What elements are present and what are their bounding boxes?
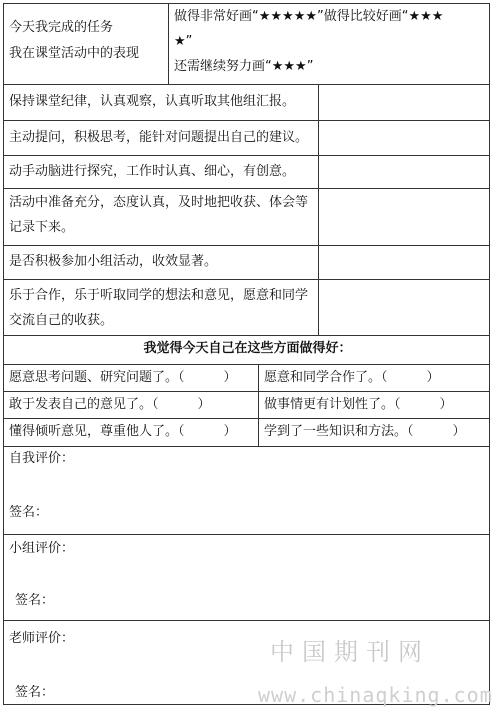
group-evaluation-signature: 签名：	[15, 593, 55, 608]
header-rating-rule-2: ★”	[174, 34, 193, 49]
row-divider	[3, 534, 490, 535]
row-divider	[3, 155, 490, 156]
self-evaluation-signature: 签名：	[9, 505, 49, 520]
criterion-2: 主动提问，积极思考，能针对问题提出自己的建议。	[9, 130, 309, 145]
group-evaluation-label: 小组评价：	[9, 541, 75, 556]
row-divider	[3, 188, 490, 189]
criterion-6: 乐于合作，乐于听取同学的想法和意见，愿意和同学交流自己的收获。	[9, 288, 309, 328]
row-divider	[3, 391, 490, 392]
criterion-1: 保持课堂纪律，认真观察，认真听取其他组汇报。	[9, 94, 296, 109]
header-task-label: 今天我完成的任务	[9, 20, 114, 35]
teacher-evaluation-label: 老师评价：	[9, 631, 75, 646]
row-divider	[3, 120, 490, 121]
checklist-item: 愿意和同学合作了。（ ）	[264, 370, 440, 385]
row-divider	[3, 245, 490, 246]
row-divider	[3, 418, 490, 419]
criterion-5: 是否积极参加小组活动，收效显著。	[9, 254, 218, 269]
self-evaluation-label: 自我评价：	[9, 451, 75, 466]
header-rating-rule-1: 做得非常好画“★★★★★”做得比较好画“★★★	[174, 9, 444, 24]
row-divider	[3, 446, 490, 447]
column-divider	[258, 364, 259, 446]
checklist-item: 学到了一些知识和方法。（ ）	[264, 424, 466, 439]
header-performance-label: 我在课堂活动中的表现	[9, 46, 140, 61]
checklist-item: 愿意思考问题、研究问题了。（ ）	[9, 370, 237, 385]
checklist-item: 懂得倾听意见，尊重他人了。（ ）	[9, 424, 237, 439]
header-rating-rule-3: 还需继续努力画“★★★”	[174, 59, 314, 74]
section-title: 我觉得今天自己在这些方面做得好：	[143, 341, 352, 356]
criterion-4: 活动中准备充分，态度认真，及时地把收获、体会等记录下来。	[9, 195, 309, 235]
row-divider	[3, 84, 490, 85]
column-divider	[168, 3, 169, 84]
row-divider	[3, 620, 490, 621]
teacher-evaluation-signature: 签名：	[15, 685, 55, 700]
watermark-site-name: 中国期刊网	[270, 638, 430, 666]
row-divider	[3, 364, 490, 365]
checklist-item: 敢于发表自己的意见了。（ ）	[9, 397, 211, 412]
watermark-url: www.chinaqking.com	[258, 683, 493, 707]
row-divider	[3, 335, 490, 336]
criterion-3: 动手动脑进行探究，工作时认真、细心，有创意。	[9, 164, 296, 179]
row-divider	[3, 279, 490, 280]
checklist-item: 做事情更有计划性了。（ ）	[264, 397, 453, 412]
column-divider	[318, 84, 319, 335]
